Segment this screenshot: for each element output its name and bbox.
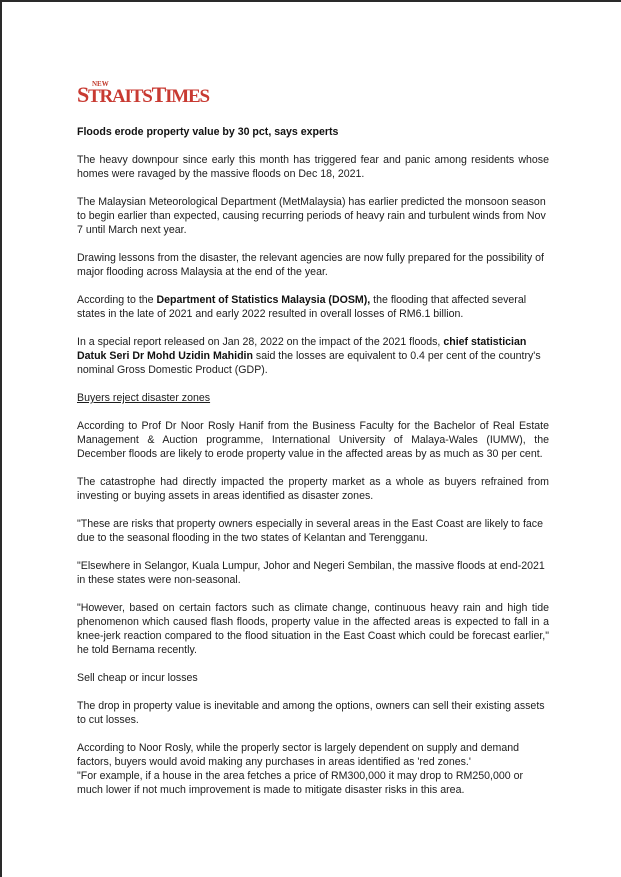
paragraph: Drawing lessons from the disaster, the relevant agencies are now fully prepared for the possibility of major flooding across Malaysia at the end of the year. bbox=[77, 252, 544, 278]
paragraph: The Malaysian Meteorological Department (MetMalaysia) has earlier predicted the monsoon season to begin earlier than expected, causing recurring periods of heavy rain and turbulent winds from Nov 7 until March next year. bbox=[77, 196, 546, 236]
paragraph: "Elsewhere in Selangor, Kuala Lumpur, Johor and Negeri Sembilan, the massive floods at end-2021 in these states were non-seasonal. bbox=[77, 560, 545, 586]
window-frame-top bbox=[0, 0, 621, 2]
paragraph: According to Noor Rosly, while the properly sector is largely dependent on supply and demand factors, buyers would avoid making any purchases in areas identified as 'red zones.' bbox=[77, 742, 520, 768]
window-frame-left bbox=[0, 0, 2, 877]
paragraph: According to the Department of Statistics Malaysia (DOSM), the flooding that affected several states in the late of 2021 and early 2022 resulted in overall losses of RM6.1 billion. bbox=[77, 294, 527, 320]
section-subhead: Buyers reject disaster zones bbox=[77, 392, 211, 404]
paragraph: In a special report released on Jan 28, 2022 on the impact of the 2021 floods, chief statistician Datuk Seri Dr Mohd Uzidin Mahidin said the losses are equivalent to 0.4 per cent of the country's nominal Gross Domestic Product (GDP). bbox=[77, 336, 541, 376]
paragraph: "These are risks that property owners especially in several areas in the East Coast are likely to face due to the seasonal flooding in the two states of Kelantan and Terengganu. bbox=[77, 518, 543, 544]
bold-entity: Department of Statistics Malaysia (DOSM), bbox=[156, 294, 371, 306]
document-page bbox=[77, 80, 549, 811]
paragraph: The heavy downpour since early this month has triggered fear and panic among residents whose homes were ravaged by the massive floods on Dec 18, 2021. bbox=[77, 154, 549, 180]
paragraph: The catastrophe had directly impacted the property market as a whole as buyers refrained from investing or buying assets in areas identified as disaster zones. bbox=[77, 476, 549, 502]
publication-logo bbox=[77, 80, 207, 108]
logo-masthead: STRAITSTIMES bbox=[77, 82, 209, 107]
paragraph: "For example, if a house in the area fetches a price of RM300,000 it may drop to RM250,000 or much lower if not much improvement is made to mitigate disaster risks in this area. bbox=[77, 770, 523, 796]
article-headline: Floods erode property value by 30 pct, says experts bbox=[77, 126, 339, 138]
paragraph: The drop in property value is inevitable and among the options, owners can sell their existing assets to cut losses. bbox=[77, 700, 545, 726]
bold-entity: chief statistician Datuk Seri Dr Mohd Uzidin Mahidin bbox=[77, 336, 527, 362]
section-subhead: Sell cheap or incur losses bbox=[77, 672, 198, 684]
paragraph: According to Prof Dr Noor Rosly Hanif from the Business Faculty for the Bachelor of Real Estate Management & Auction programme, International University of Malaya-Wales (IUMW), the December floods are likely to erode property value in the affected areas by as much as 30 per cent. bbox=[77, 420, 549, 460]
logo-new-text: NEW bbox=[92, 80, 109, 88]
paragraph: "However, based on certain factors such as climate change, continuous heavy rain and high tide phenomenon which caused flash floods, property value in the affected areas is expected to fall in a knee-jerk reaction compared to the flood situation in the East Coast which could be forecast earlier," he told Bernama recently. bbox=[77, 602, 549, 656]
